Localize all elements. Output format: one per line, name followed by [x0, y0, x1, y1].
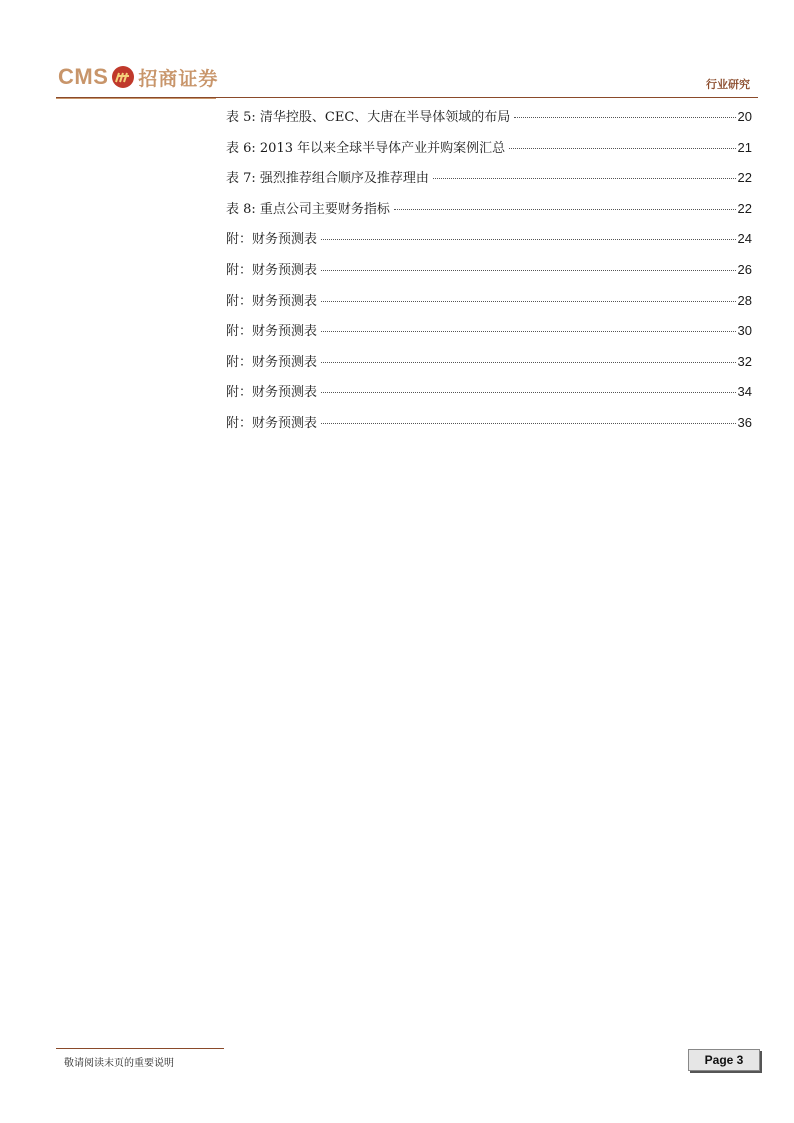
toc-entry-label: 表 8: 重点公司主要财务指标 [226, 201, 390, 217]
toc-entry-label: 附：财务预测表 [226, 385, 318, 401]
toc-entry[interactable] [226, 381, 752, 412]
toc-entry-page: 24 [737, 231, 752, 247]
toc-leader-dots [509, 148, 735, 149]
toc-entry-page: 34 [737, 384, 752, 400]
toc-entry[interactable] [226, 412, 752, 443]
toc-leader-dots [321, 331, 736, 332]
toc-leader-dots [321, 362, 736, 363]
toc-entry-page: 22 [737, 200, 752, 216]
toc-leader-dots [321, 270, 736, 271]
toc-entry-label: 附：财务预测表 [226, 262, 318, 278]
toc-leader-dots [514, 117, 735, 118]
toc-leader-dots [433, 178, 736, 179]
toc-entry[interactable] [226, 106, 752, 137]
toc-entry-page: 26 [737, 261, 752, 277]
toc-entry-page: 20 [737, 109, 752, 124]
toc-leader-dots [321, 239, 736, 240]
toc-entry[interactable] [226, 290, 752, 321]
toc-leader-dots [321, 301, 736, 302]
toc-entry[interactable] [226, 167, 752, 198]
toc-entry-label: 附：财务预测表 [226, 354, 318, 370]
toc-entry-label: 表 5: 清华控股、CEC、大唐在半导体领域的布局 [226, 110, 511, 125]
toc-entry-page: 21 [737, 139, 752, 155]
disclaimer-note: 敬请阅读末页的重要说明 [64, 1058, 174, 1069]
logo-chinese-text: 招商证券 [138, 67, 219, 90]
footer-rule [56, 1048, 224, 1049]
toc-entry-page: 22 [737, 170, 752, 186]
page-number-badge: Page 3 [688, 1049, 760, 1071]
toc-leader-dots [321, 392, 736, 393]
toc-entry-page: 36 [737, 414, 752, 430]
toc-leader-dots [321, 423, 736, 424]
toc-entry-label: 表 7: 强烈推荐组合顺序及推荐理由 [226, 171, 429, 187]
toc-entry-label: 附：财务预测表 [226, 415, 318, 431]
toc-entry-label: 附：财务预测表 [226, 293, 318, 309]
toc-entry[interactable] [226, 198, 752, 229]
toc-entry[interactable] [226, 320, 752, 351]
toc-entry-label: 表 6: 2013 年以来全球半导体产业并购案例汇总 [226, 140, 506, 156]
toc-entry-label: 附：财务预测表 [226, 232, 318, 248]
logo-emblem-icon [112, 66, 134, 88]
toc-entry[interactable] [226, 228, 752, 259]
toc-entry-page: 32 [737, 353, 752, 369]
toc-leader-dots [394, 209, 736, 210]
section-label: 行业研究 [706, 78, 750, 91]
header-rule-accent [56, 98, 216, 99]
toc-entry-page: 30 [737, 323, 752, 339]
logo-latin-text: CMS [58, 64, 109, 89]
company-logo [58, 62, 218, 92]
toc-entry[interactable] [226, 137, 752, 168]
toc-entry[interactable] [226, 259, 752, 290]
toc-entry[interactable] [226, 351, 752, 382]
toc-entry-page: 28 [737, 292, 752, 308]
toc-entry-label: 附：财务预测表 [226, 324, 318, 340]
table-of-contents [226, 106, 752, 443]
